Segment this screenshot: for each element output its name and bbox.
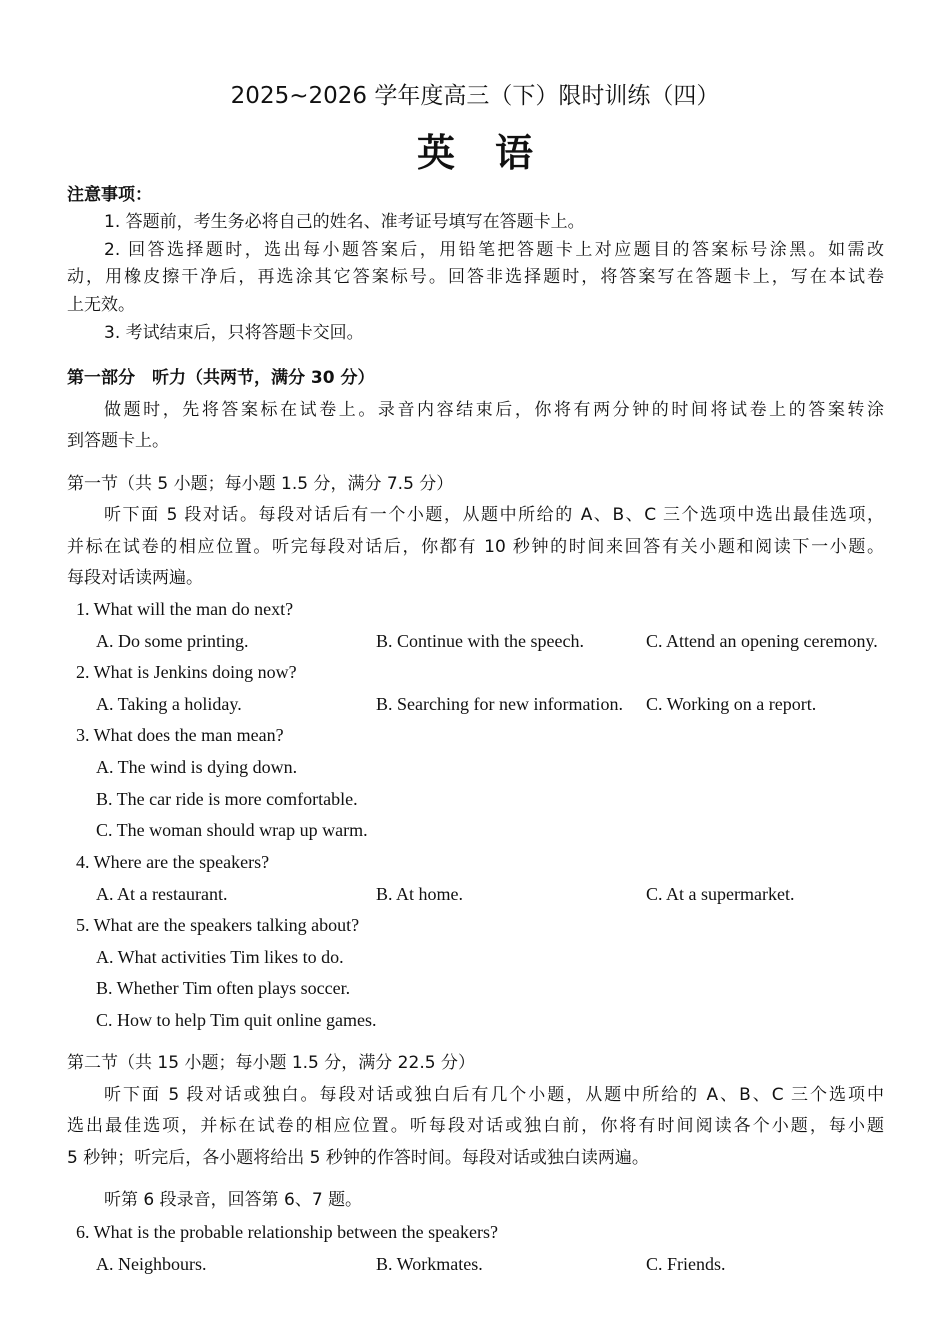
question-3-option-b: B. The car ride is more comfortable. <box>96 789 358 809</box>
part1-intro-line-2: 到答题卡上。 <box>67 431 169 451</box>
question-6-option-a: A. Neighbours. <box>96 1254 207 1274</box>
notice-item-2-line-3: 上无效。 <box>67 295 135 315</box>
question-4-option-a: A. At a restaurant. <box>96 884 228 904</box>
question-6-option-b: B. Workmates. <box>376 1254 483 1274</box>
section2-intro-line-2: 选出最佳选项，并标在试卷的相应位置。听每段对话或独白前，你将有时间阅读各个小题，每小题 <box>67 1116 884 1136</box>
question-1-option-a: A. Do some printing. <box>96 631 249 651</box>
exam-title: 2025~2026 学年度高三（下）限时训练（四） <box>230 83 720 109</box>
question-3-option-a: A. The wind is dying down. <box>96 757 298 777</box>
question-3-stem: 3. What does the man mean? <box>76 725 284 745</box>
question-5-option-b: B. Whether Tim often plays soccer. <box>96 978 351 998</box>
notice-item-2-line-1: 2. 回答选择题时，选出每小题答案后，用铅笔把答题卡上对应题目的答案标号涂黑。如需改 <box>104 240 884 260</box>
question-2-stem: 2. What is Jenkins doing now? <box>76 662 297 682</box>
notice-heading: 注意事项： <box>67 185 152 205</box>
notice-item-3: 3. 考试结束后，只将答题卡交回。 <box>104 323 364 343</box>
section2-intro-line-3: 5 秒钟；听完后，各小题将给出 5 秒钟的作答时间。每段对话或独白读两遍。 <box>67 1148 649 1168</box>
question-1-option-b: B. Continue with the speech. <box>376 631 584 651</box>
part1-intro-line-1: 做题时，先将答案标在试卷上。录音内容结束后，你将有两分钟的时间将试卷上的答案转涂 <box>104 400 884 420</box>
question-4-stem: 4. Where are the speakers? <box>76 852 270 872</box>
section2-heading: 第二节（共 15 小题；每小题 1.5 分，满分 22.5 分） <box>67 1053 475 1073</box>
question-5-option-a: A. What activities Tim likes to do. <box>96 947 344 967</box>
question-6-stem: 6. What is the probable relationship between the speakers? <box>76 1222 499 1242</box>
question-2-option-b: B. Searching for new information. <box>376 694 623 714</box>
question-2-option-a: A. Taking a holiday. <box>96 694 242 714</box>
section1-intro-line-3: 每段对话读两遍。 <box>67 568 203 588</box>
recording-6-instruction: 听第 6 段录音，回答第 6、7 题。 <box>104 1190 363 1210</box>
part1-heading: 第一部分 听力（共两节，满分 30 分） <box>67 368 375 388</box>
section1-intro-line-2: 并标在试卷的相应位置。听完每段对话后，你都有 10 秒钟的时间来回答有关小题和阅读下一小题。 <box>67 537 884 557</box>
question-2-option-c: C. Working on a report. <box>646 694 817 714</box>
question-3-option-c: C. The woman should wrap up warm. <box>96 820 368 840</box>
question-5-option-c: C. How to help Tim quit online games. <box>96 1010 377 1030</box>
question-4-option-b: B. At home. <box>376 884 464 904</box>
section1-intro-line-1: 听下面 5 段对话。每段对话后有一个小题，从题中所给的 A、B、C 三个选项中选出最佳选项， <box>104 505 884 525</box>
section1-heading: 第一节（共 5 小题；每小题 1.5 分，满分 7.5 分） <box>67 474 454 494</box>
question-1-option-c: C. Attend an opening ceremony. <box>646 631 878 651</box>
notice-item-1: 1. 答题前，考生务必将自己的姓名、准考证号填写在答题卡上。 <box>104 212 585 232</box>
question-5-stem: 5. What are the speakers talking about? <box>76 915 360 935</box>
subject-title: 英语 <box>416 131 573 175</box>
section2-intro-line-1: 听下面 5 段对话或独白。每段对话或独白后有几个小题，从题中所给的 A、B、C 三个选项中 <box>104 1085 884 1105</box>
question-1-stem: 1. What will the man do next? <box>76 599 294 619</box>
question-6-option-c: C. Friends. <box>646 1254 726 1274</box>
notice-item-2-line-2: 动，用橡皮擦干净后，再选涂其它答案标号。回答非选择题时，将答案写在答题卡上，写在本试卷 <box>67 267 884 287</box>
question-4-option-c: C. At a supermarket. <box>646 884 795 904</box>
